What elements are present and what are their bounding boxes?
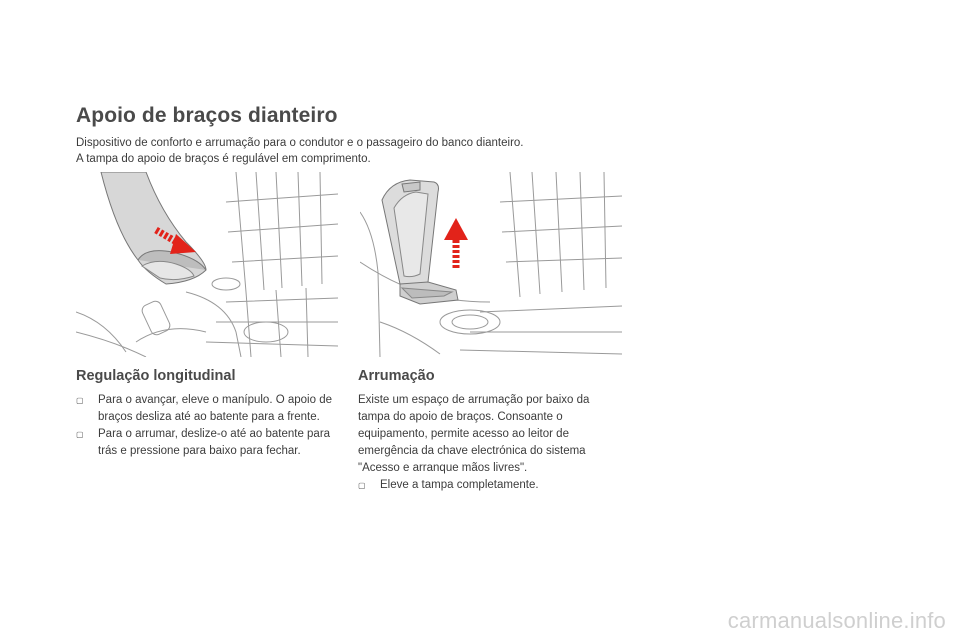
watermark: carmanualsonline.info — [727, 608, 946, 633]
intro-line-1: Dispositivo de conforto e arrumação para o condutor e o passageiro do banco dianteiro. — [76, 137, 524, 149]
checkbox-bullet-icon: ▢ — [358, 481, 366, 490]
armrest-slide-drawing — [76, 172, 338, 357]
list-item: ▢ Para o arrumar, deslize-o até ao batente para trás e pressione para baixo para fechar. — [76, 426, 338, 460]
list-item: ▢ Eleve a tampa completamente. — [358, 477, 620, 494]
checkbox-bullet-icon: ▢ — [76, 396, 84, 405]
intro-text — [76, 135, 636, 167]
intro-line-2: A tampa do apoio de braços é regulável em comprimento. — [76, 153, 371, 165]
storage-paragraph: Existe um espaço de arrumação por baixo da tampa do apoio de braços. Consoante o equipamento, permite acesso ao leitor de emergência da chave electrónica do sistema "Acesso e arranque mãos livres". — [358, 394, 590, 474]
checkbox-bullet-icon: ▢ — [76, 430, 84, 439]
armrest-storage-illustration — [360, 172, 622, 357]
section-regulation-body — [76, 392, 338, 460]
section-storage-body — [358, 392, 620, 494]
section-heading-storage: Arrumação — [358, 368, 435, 384]
list-item: ▢ Para o avançar, eleve o manípulo. O apoio de braços desliza até ao batente para a frente. — [76, 392, 338, 426]
lift-arrow-icon — [444, 218, 468, 268]
armrest-slide-illustration — [76, 172, 338, 357]
section-heading-regulation: Regulação longitudinal — [76, 368, 236, 384]
page-title: Apoio de braços dianteiro — [76, 104, 338, 127]
armrest-storage-drawing — [360, 172, 622, 357]
